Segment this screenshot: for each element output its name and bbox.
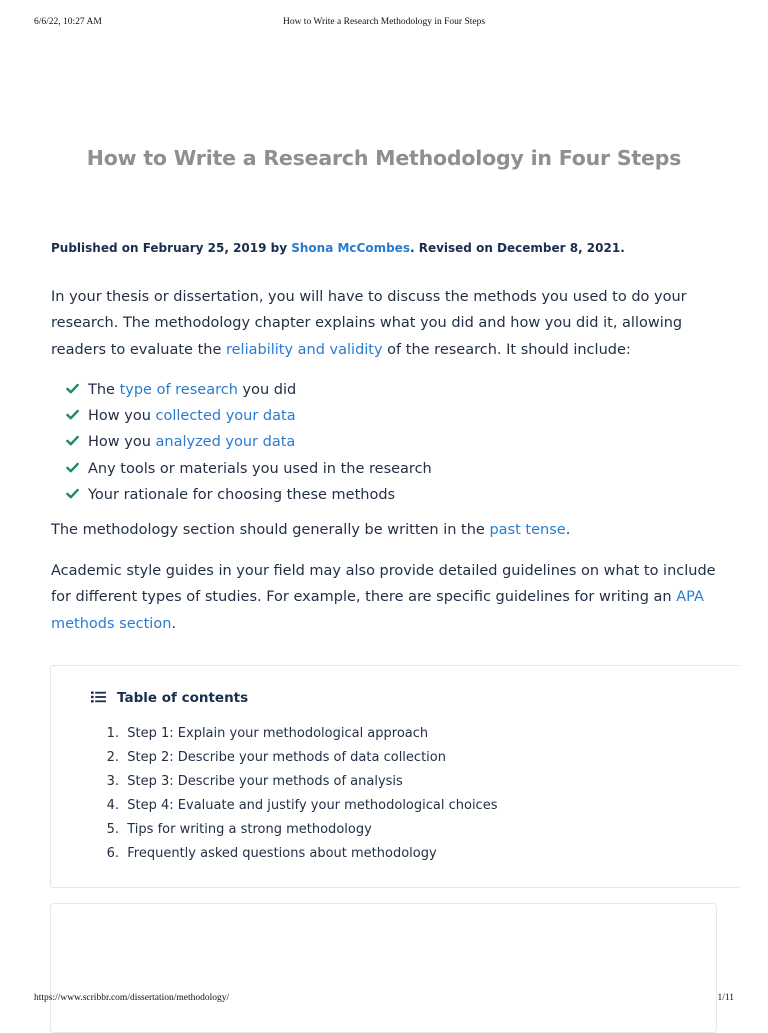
list-item: Your rationale for choosing these methods: [66, 482, 432, 508]
toc-heading: [91, 690, 248, 706]
intro-paragraph: [51, 284, 727, 363]
past-tense-link[interactable]: past tense: [489, 522, 566, 538]
check-icon: [66, 382, 79, 395]
type-of-research-link[interactable]: type of research: [119, 382, 238, 398]
analyzed-data-link[interactable]: analyzed your data: [155, 434, 296, 451]
published-prefix: Published on February 25, 2019 by: [51, 241, 292, 255]
print-datetime: 6/6/22, 10:27 AM: [34, 17, 102, 27]
intro-text: In your thesis or dissertation, you will have to discuss the methods you used to do your research. The methodology chapter explains what you did and how you did it, allowing readers to evaluate the: [51, 289, 687, 358]
toc-heading-label: Table of contents: [117, 690, 249, 706]
check-icon: [66, 461, 79, 474]
table-of-contents: [50, 665, 741, 888]
check-icon: [66, 408, 79, 421]
toc-list: [91, 722, 497, 866]
intro-text-end: of the research. It should include:: [382, 341, 631, 358]
style-guides-paragraph: Academic style guides in your field may also provide detailed guidelines on what to include for different types of studies. For example, there are specific guidelines for writing an APA methods section.: [51, 563, 716, 632]
list-item: Any tools or materials you used in the research: [66, 456, 432, 482]
list-item: How you analyzed your data: [66, 429, 432, 455]
print-header: [34, 17, 734, 31]
toc-item[interactable]: 4. Step 4: Evaluate and justify your methodological choices: [106, 798, 498, 813]
toc-item[interactable]: 6. Frequently asked questions about methodology: [106, 846, 437, 861]
reliability-validity-link[interactable]: reliability and validity: [225, 341, 383, 358]
toc-item[interactable]: 5. Tips for writing a strong methodology: [106, 822, 372, 837]
print-url: https://www.scribbr.com/dissertation/methodology/: [34, 993, 230, 1003]
list-icon: [91, 691, 106, 703]
content-card: [50, 903, 717, 1033]
apa-methods-link[interactable]: APA methods section: [51, 589, 704, 632]
print-title: How to Write a Research Methodology in Four Steps: [282, 17, 486, 27]
published-suffix: . Revised on December 8, 2021.: [409, 241, 625, 255]
print-footer: [34, 993, 734, 1007]
list-item: How you collected your data: [66, 403, 432, 429]
list-item: The type of research you did: [66, 377, 432, 403]
tense-paragraph: The methodology section should generally be written in the past tense.: [51, 522, 571, 538]
published-line: [51, 241, 625, 255]
collected-data-link[interactable]: collected your data: [155, 408, 296, 425]
methodology-checklist: [66, 377, 432, 508]
page-title: How to Write a Research Methodology in Four Steps: [86, 146, 682, 170]
check-icon: [66, 434, 79, 447]
toc-item[interactable]: 2. Step 2: Describe your methods of data collection: [106, 750, 446, 765]
print-page-number: 1/11: [717, 993, 734, 1003]
toc-item[interactable]: 3. Step 3: Describe your methods of analysis: [106, 774, 403, 789]
author-link[interactable]: Shona McCombes: [291, 241, 410, 255]
toc-item[interactable]: 1. Step 1: Explain your methodological approach: [106, 726, 429, 741]
check-icon: [66, 487, 79, 500]
